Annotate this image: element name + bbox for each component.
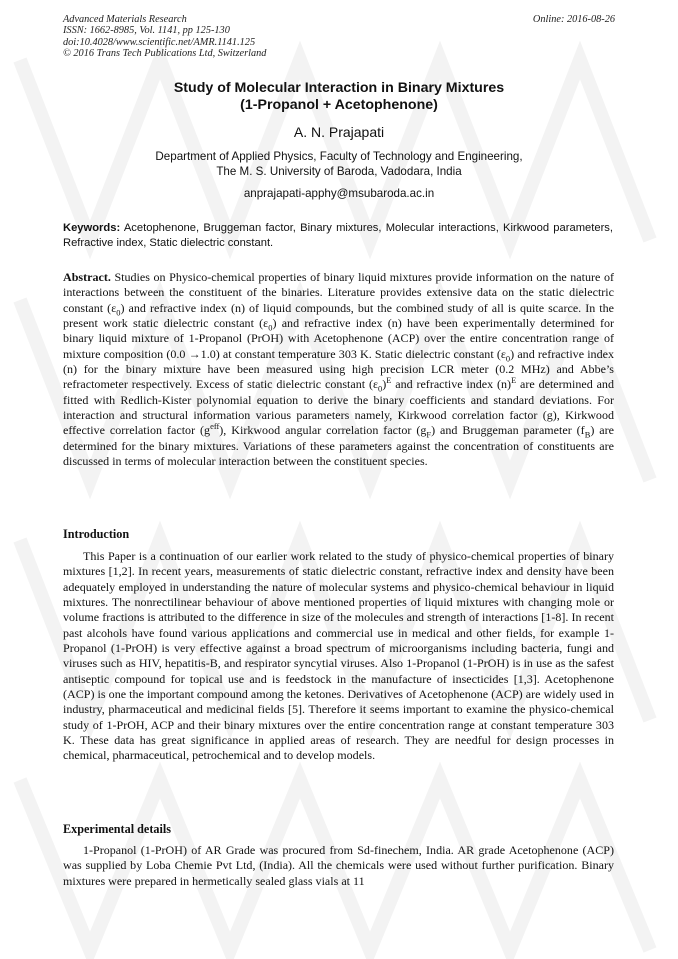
abstract-text: are determined and fitted with Redlich-Kister polynomial equation to derive the binary coefficients and standard deviations. For interaction and structural information various parameters namely, Kirkwood correlation factor (g), Kirkwood effective correlation factor (g (63, 377, 614, 438)
journal-name: Advanced Materials Research (63, 14, 187, 25)
introduction-section (63, 549, 614, 764)
title-line-2: (1-Propanol + Acetophenone) (240, 97, 438, 113)
keywords (63, 221, 613, 251)
superscript: eff (210, 421, 220, 432)
subscript: 0 (268, 322, 273, 333)
affiliation (0, 149, 678, 179)
author-email: anprajapati-apphy@msubaroda.ac.in (243, 187, 435, 200)
title-line-1: Study of Molecular Interaction in Binary Mixtures (173, 80, 505, 96)
abstract-text: ) (382, 377, 387, 392)
abstract-text: ) and refractive index (n) for the binary mixture have been measured using high precision LCR meter (0.2 MHz) and Abbe’s refractometer respectively. Excess of static dielectric constant (ε (63, 346, 614, 392)
online-date: Online: 2016-08-26 (532, 14, 615, 25)
affiliation-line-2: The M. S. University of Baroda, Vadodara, India (216, 165, 462, 178)
journal-issn: ISSN: 1662-8985, Vol. 1141, pp 125-130 (63, 25, 230, 37)
abstract-text: Studies on Physico-chemical properties of binary liquid mixtures provide information on the nature of interactions between the constituent of the binaries. Literature provides extensive data on the static dielectric constant (ε (63, 270, 615, 315)
superscript: E (386, 375, 392, 386)
journal-doi: doi:10.4028/www.scientific.net/AMR.1141.125 (63, 36, 256, 48)
introduction-text: This Paper is a continuation of our earlier work related to the study of physico-chemical properties of binary mixtures [1,2]. In recent years, measurements of static dielectric constant, refractive index and density have been adequately employed in understanding the nature of molecular systems and physico-chemical behaviour in liquid mixtures. The nonrectilinear behaviour of above mentioned properties of liquid mixtures with changing mole or volume fractions is attributed to the difference in size of the molecules and strength of interactions [1-8]. In recent past alcohols have found various applications and commercial use in medical and other fields, for example 1-Propanol (1-PrOH) is very effective against a broad spectrum of microorganisms including bacteria, fungi and viruses such as HIV, hepatitis-B, and respirator syncytial viruses. Also 1-Propanol (1-PrOH) is in use as the safest antiseptic compound for topical use and is feedstock in the manufacture of insecticides [1,3]. Acetophenone (ACP) is one the important compound among the ketones. Derivatives of Acetophenone (ACP) are widely used in industry, pharmaceutical and medicinal fields [5]. Therefore it seems important to examine the physico-chemical study of 1-PrOH, ACP and their binary mixtures over the entire concentration range at constant temperature 303 K. These data has great significance in applied areas of research. They are needful for design processes in chemical, pharmaceutical, petrochemical and to develop models. (63, 549, 614, 763)
keywords-label: Keywords: (63, 222, 121, 234)
abstract-text: ) and Bruggeman parameter (f (431, 423, 585, 438)
superscript: E (511, 375, 517, 386)
abstract-text: ) and refractive index (n) of liquid compounds, but the combined study of all is quite scarce. In the present work static dielectric constant (ε (63, 300, 615, 331)
subscript: 0 (505, 353, 511, 364)
abstract (63, 270, 614, 469)
abstract-text: and refractive index (n) (391, 377, 512, 392)
introduction-heading: Introduction (63, 527, 130, 541)
experimental-section (63, 843, 614, 889)
journal-copyright: © 2016 Trans Tech Publications Ltd, Switzerland (63, 48, 267, 60)
abstract-text: ) and refractive index (n) have been experimentally determined for binary liquid mixture of 1-Propanol (PrOH) with Acetophenone (ACP) over the entire concentration range of mixture composition (0.0 →1.0) at constant temperature 303 K. Static dielectric constant (ε (63, 316, 614, 361)
abstract-label: Abstract. (63, 270, 111, 284)
experimental-heading: Experimental details (63, 822, 171, 836)
keywords-text: Acetophenone, Bruggeman factor, Binary mixtures, Molecular interactions, Kirkwood parameters, Refractive index, Static dielectric constant. (63, 222, 613, 249)
journal-header (63, 14, 615, 60)
subscript: F (426, 429, 432, 440)
abstract-text: ), Kirkwood angular correlation factor (g (219, 423, 427, 438)
author-name: A. N. Prajapati (293, 124, 385, 140)
subscript: 0 (116, 307, 121, 318)
abstract-text: ) are determined for the binary mixtures. Variations of these parameters against the concentration of constituents are discussed in terms of molecular interaction between the constituent species. (63, 423, 615, 469)
subscript: 0 (378, 383, 383, 394)
experimental-text: 1-Propanol (1-PrOH) of AR Grade was procured from Sd-finechem, India. AR grade Acetophenone (ACP) was supplied by Loba Chemie Pvt Ltd, (India). All the chemicals were used without further purification. Binary mixtures were prepared in hermetically sealed glass vials at 11 (63, 843, 614, 888)
paper-title (0, 80, 678, 114)
subscript: B (584, 429, 591, 440)
affiliation-line-1: Department of Applied Physics, Faculty of Technology and Engineering, (155, 150, 523, 163)
